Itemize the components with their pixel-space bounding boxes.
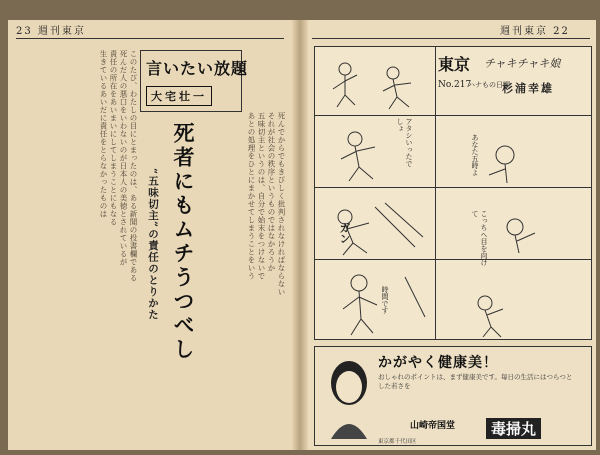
comic-author: 杉浦幸雄 — [502, 82, 554, 95]
comic-number: No.217 — [438, 80, 472, 90]
speech-bubble: こっちへ目を向けて — [471, 210, 488, 266]
comic-number-note: ハナもの日曜 — [468, 81, 510, 89]
body-text-block-1 — [20, 50, 138, 430]
comic-title: 東京 — [438, 55, 471, 74]
body-column: それが社会の秩序というものではなかろうか — [267, 112, 276, 272]
right-page-header: 週刊東京 22 — [500, 26, 570, 37]
right-header-rule — [312, 38, 590, 39]
left-header-rule — [16, 38, 284, 39]
article-headline: 死者にもムチうつべし — [171, 122, 196, 362]
body-column: このたび、わたしの目にとまったのは、ある新聞の投書欄である — [129, 50, 138, 282]
comic-subtitle: チャキチャキ娘 — [484, 57, 561, 70]
comic-figure-icon — [338, 203, 535, 255]
body-column: 死んだ人の悪口をいわないのが日本人の美徳とされているが — [119, 50, 128, 266]
body-column: 生きているあいだに責任をとらなかったものは — [99, 50, 108, 218]
column-title: 言いたい放題 — [146, 59, 249, 78]
body-column: 五味切主というのは、自分で始末をつけないで — [257, 112, 266, 280]
column-author: 大宅壮一 — [146, 86, 212, 106]
body-column: あとの処理をひとにまかせてしまうことをいう — [247, 112, 256, 280]
body-column: 死んでからでもきびしく批判されなければならない — [277, 112, 286, 296]
speech-bubble: あなた五時よ — [471, 134, 479, 176]
left-page-header: 23 週刊東京 — [16, 26, 86, 37]
ad-copy: おしゃれのポイントは、まず健康美です。毎日の生活にはつらつとした若さを — [378, 373, 573, 390]
ad-headline: かがやく健康美！ — [378, 355, 498, 371]
speech-bubble: アタシいったでしょ — [396, 118, 413, 167]
gutter — [292, 20, 308, 450]
woman-portrait-icon — [321, 353, 377, 439]
speech-bubble: ガン — [338, 222, 351, 244]
comic-figure-icon — [343, 275, 503, 337]
body-column: 責任の所在をあいまいにしてしまうことにもなる — [109, 50, 118, 226]
comic-figure-icon — [341, 132, 514, 183]
ad-footer: 東京都千代田区 — [378, 439, 417, 445]
body-text-block-2 — [200, 112, 286, 430]
comic-figure-icon — [333, 63, 411, 109]
speech-bubble: 時間です — [381, 286, 389, 314]
article-subhead: “五味切主”の責任のとりかた — [147, 168, 159, 321]
ad-product-name: 毒掃丸 — [486, 418, 541, 439]
ad-company: 山崎帝国堂 — [410, 421, 456, 431]
